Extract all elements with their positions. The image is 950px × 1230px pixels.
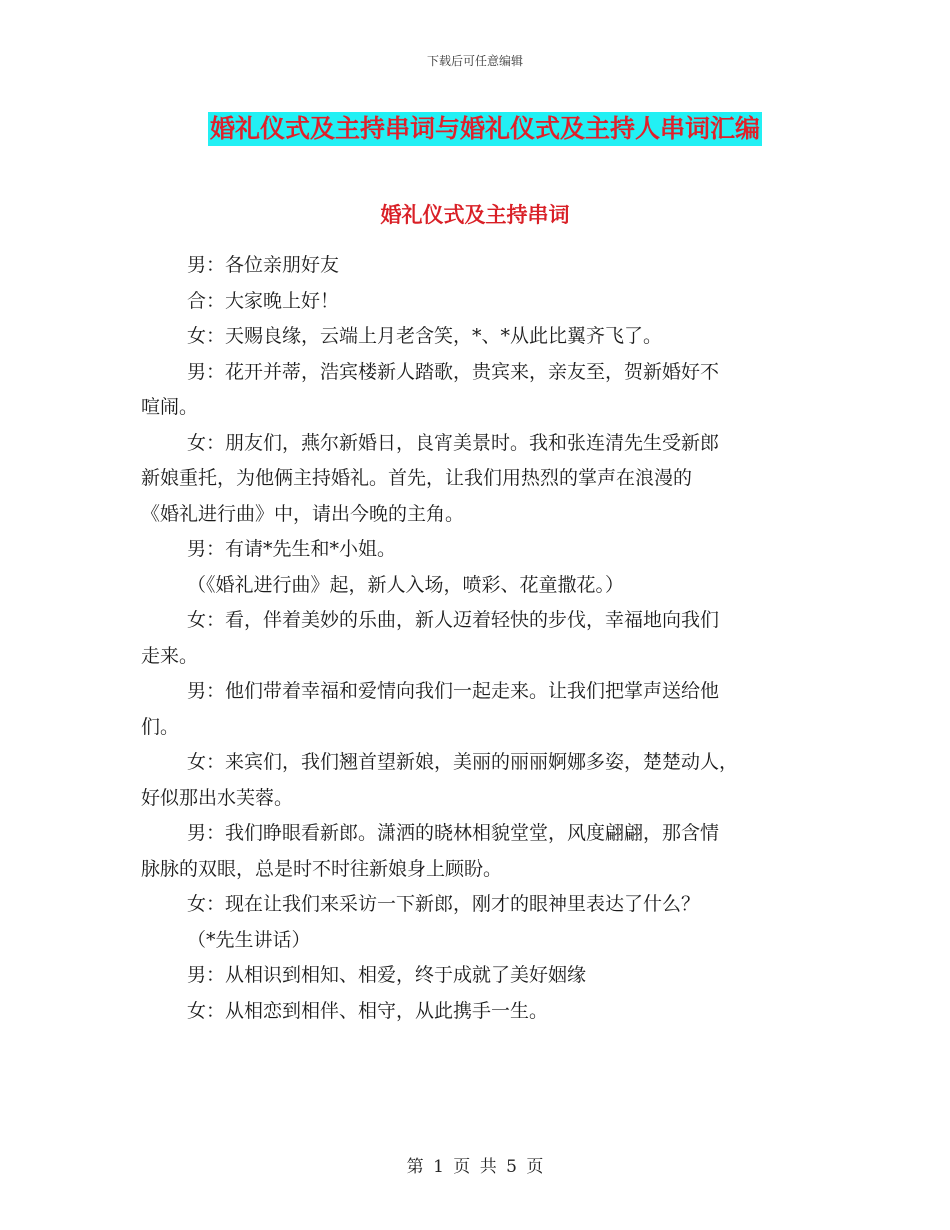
header-note: 下载后可任意编辑 xyxy=(426,54,523,68)
body-line: 男：我们睁眼看新郎。潇洒的晓林相貌堂堂，风度翩翩，那含情 xyxy=(187,822,720,844)
body-line: （《婚礼进行曲》起，新人入场，喷彩、花童撒花。） xyxy=(187,573,625,596)
body-line: 喧闹。 xyxy=(141,396,199,418)
body-line: 女：从相恋到相伴、相守，从此携手一生。 xyxy=(187,999,549,1022)
body-line: 合：大家晚上好！ xyxy=(187,289,340,312)
body-line: 脉脉的双眼，总是时不时往新娘身上顾盼。 xyxy=(141,857,503,880)
document-title: 婚礼仪式及主持串词与婚礼仪式及主持人串词汇编 xyxy=(208,112,762,146)
body-line: （*先生讲话） xyxy=(187,928,311,951)
body-line: 女：看，伴着美妙的乐曲，新人迈着轻快的步伐，幸福地向我们 xyxy=(187,609,720,631)
body-line: 新娘重托，为他俩主持婚礼。首先，让我们用热烈的掌声在浪漫的 xyxy=(141,467,693,489)
body-line: 男：从相识到相知、相爱，终于成就了美好姻缘 xyxy=(187,964,587,986)
document-body xyxy=(141,248,809,1029)
body-line: 女：天赐良缘，云端上月老含笑，*、*从此比翼齐飞了。 xyxy=(187,325,663,347)
body-line: 好似那出水芙蓉。 xyxy=(141,786,294,809)
body-line: 走来。 xyxy=(141,644,199,667)
body-line: 们。 xyxy=(141,715,180,738)
body-line: 《婚礼进行曲》中，请出今晚的主角。 xyxy=(141,502,465,525)
section-title: 婚礼仪式及主持串词 xyxy=(380,203,570,227)
body-line: 女：现在让我们来采访一下新郎，刚才的眼神里表达了什么？ xyxy=(187,893,701,915)
body-line: 男：他们带着幸福和爱情向我们一起走来。让我们把掌声送给他 xyxy=(187,680,720,702)
body-line: 男：花开并蒂，浩宾楼新人踏歌，贵宾来，亲友至，贺新婚好不 xyxy=(187,360,720,383)
body-line: 女：来宾们，我们翘首望新娘，美丽的丽丽婀娜多姿，楚楚动人， xyxy=(187,751,739,773)
body-line: 男：各位亲朋好友 xyxy=(187,254,340,276)
body-line: 男：有请*先生和*小姐。 xyxy=(187,538,397,560)
body-line: 女：朋友们，燕尔新婚日，良宵美景时。我和张连清先生受新郎 xyxy=(187,431,720,454)
page-number: 第 1 页 共 5 页 xyxy=(406,1157,544,1177)
